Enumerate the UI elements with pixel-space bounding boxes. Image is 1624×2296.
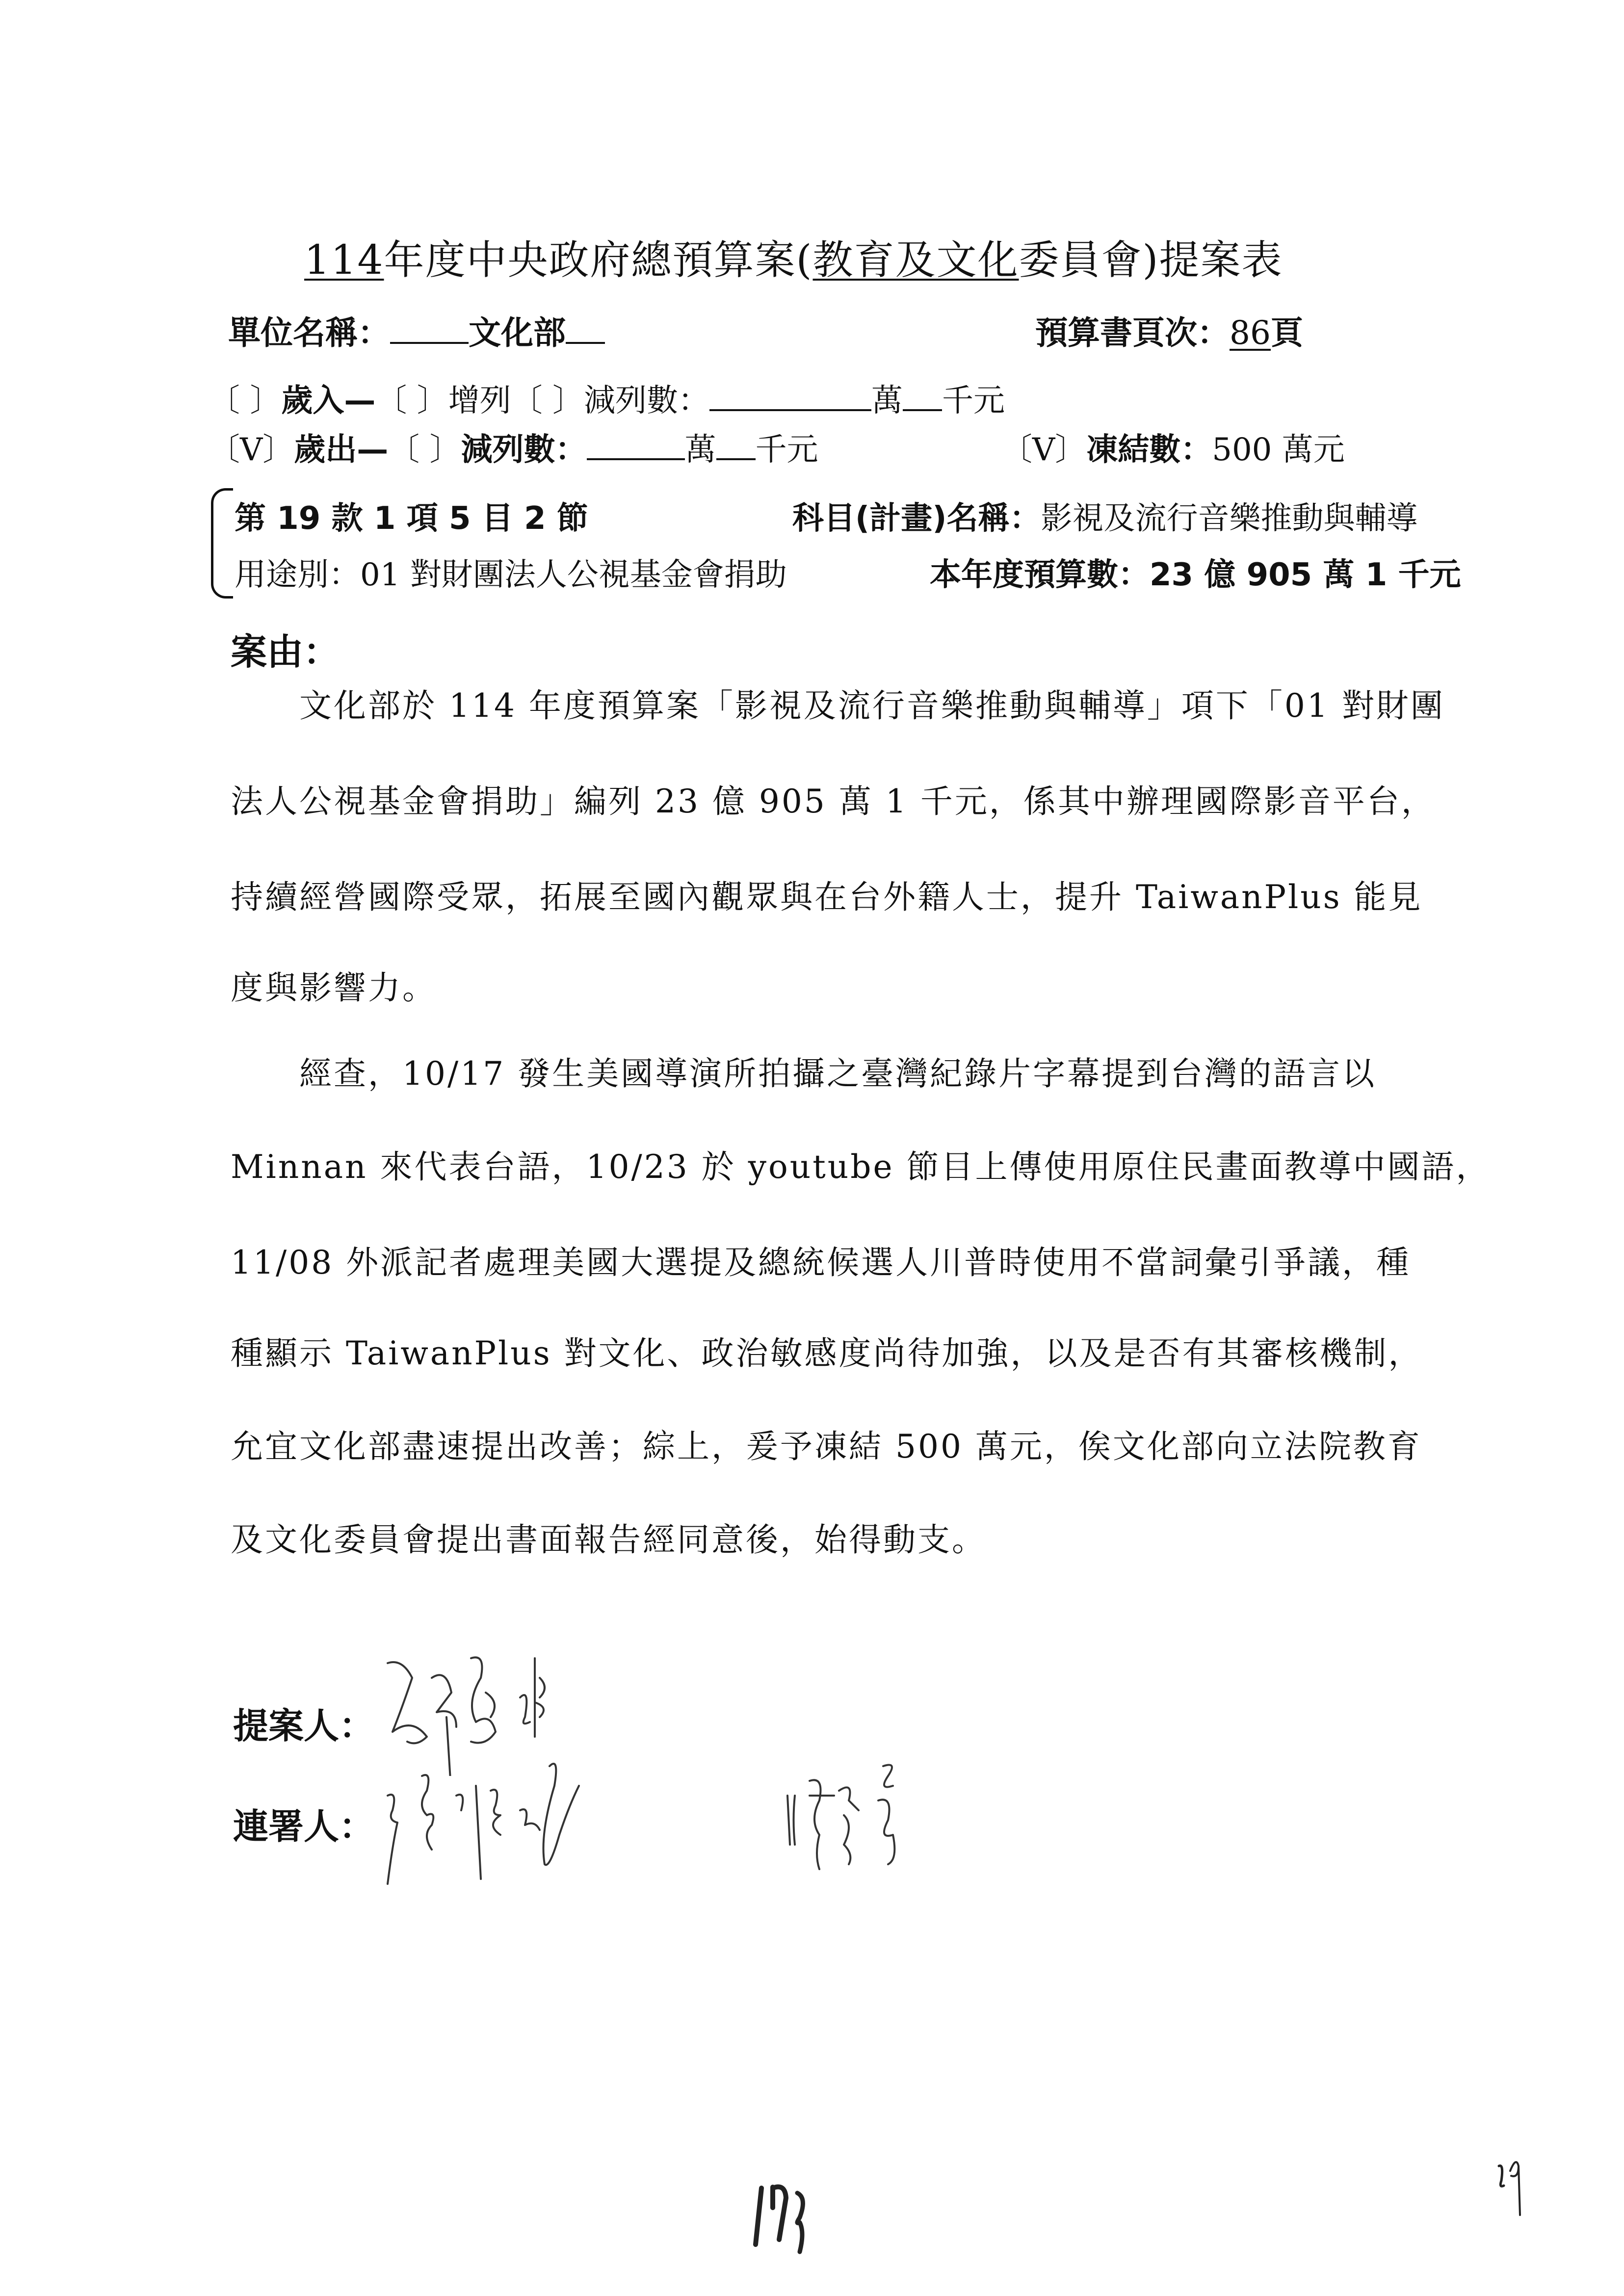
subject-value: 影視及流行音樂推動與輔導 — [1041, 500, 1418, 537]
handwritten-number-icon — [751, 2178, 839, 2262]
usage-field — [235, 549, 787, 595]
page-number-handwritten — [751, 2178, 839, 2264]
budget-label: 本年度預算數： — [930, 557, 1150, 593]
cosigner-signature-2 — [780, 1747, 927, 1886]
expenditure-wan-blank[interactable] — [587, 429, 685, 460]
freeze-checkbox[interactable]: 〔V〕 — [1001, 432, 1087, 468]
expenditure-row — [209, 424, 818, 470]
usage-value: 01 對財團法人公視基金會捐助 — [360, 557, 787, 593]
title-year: 114 — [304, 237, 384, 284]
reason-line: 允宜文化部盡速提出改善；綜上，爰予凍結 500 萬元，俟文化部向立法院教育 — [231, 1428, 1422, 1465]
reason-line: 種顯示 TaiwanPlus 對文化、政治敏感度尚待加強，以及是否有其審核機制， — [231, 1334, 1423, 1372]
revenue-decrease-checkbox[interactable]: 〔 〕 — [511, 383, 584, 419]
reason-line: 持續經營國際受眾，拓展至國內觀眾與在台外籍人士，提升 TaiwanPlus 能見 — [231, 878, 1423, 916]
unit-value: 文化部 — [469, 314, 566, 352]
subject-label: 科目(計畫)名稱： — [792, 500, 1041, 537]
budget-value: 23 億 905 萬 1 千元 — [1150, 557, 1461, 593]
handwritten-number-icon — [1496, 2151, 1526, 2220]
blank-line — [390, 313, 469, 344]
title-middle: 年度中央政府總預算案( — [384, 237, 813, 284]
revenue-qian: 千元 — [942, 383, 1005, 419]
reason-line: 11/08 外派記者處理美國大選提及總統候選人川普時使用不當詞彙引爭議，種 — [231, 1244, 1411, 1281]
unit-name-field — [228, 307, 605, 353]
revenue-checkbox[interactable]: 〔 〕 — [209, 383, 282, 419]
expenditure-qian: 千元 — [755, 432, 818, 468]
subject-field — [792, 493, 1418, 538]
page-value: 86 — [1230, 314, 1271, 352]
proposer-label: 提案人： — [233, 1705, 375, 1747]
handwritten-signature-icon — [373, 1737, 628, 1894]
freeze-label: 凍結數： — [1086, 432, 1212, 468]
unit-label: 單位名稱： — [228, 314, 390, 352]
reason-line: 及文化委員會提出書面報告經同意後，始得動支。 — [231, 1521, 986, 1559]
document-title — [304, 228, 1283, 286]
reason-heading: 案由： — [231, 631, 340, 673]
expenditure-qian-blank[interactable] — [716, 429, 756, 460]
usage-label: 用途別： — [235, 557, 360, 593]
budget-section: 第 19 款 1 項 5 目 2 節 — [235, 500, 588, 537]
cosigner-label: 連署人： — [233, 1806, 375, 1847]
page-unit: 頁 — [1270, 314, 1303, 352]
revenue-row — [209, 375, 1005, 420]
page-number-corner — [1496, 2151, 1526, 2222]
expenditure-checkbox[interactable]: 〔V〕 — [209, 432, 294, 468]
revenue-increase-checkbox[interactable]: 〔 〕 — [375, 383, 448, 419]
expenditure-decrease-label: 減列數： — [461, 432, 587, 468]
revenue-wan-blank[interactable] — [709, 380, 871, 411]
handwritten-signature-icon — [780, 1747, 927, 1884]
freeze-value: 500 萬元 — [1212, 432, 1345, 468]
title-suffix: 委員會)提案表 — [1019, 237, 1283, 284]
budget-amount-field — [930, 549, 1461, 595]
expenditure-label: 歲出— — [294, 432, 389, 468]
title-committee: 教育及文化 — [812, 237, 1019, 284]
reason-line: 文化部於 114 年度預算案「影視及流行音樂推動與輔導」項下「01 對財團 — [299, 687, 1445, 725]
revenue-wan: 萬 — [871, 383, 903, 419]
revenue-increase-label: 增列 — [448, 383, 511, 419]
expenditure-wan: 萬 — [684, 432, 716, 468]
reason-line: 度與影響力。 — [231, 969, 437, 1007]
page-label: 預算書頁次： — [1035, 314, 1230, 352]
bracket-divider — [211, 488, 233, 599]
blank-line — [566, 313, 605, 344]
budget-page-field — [1035, 307, 1303, 353]
cosigner-signature-1 — [373, 1737, 628, 1896]
revenue-qian-blank[interactable] — [903, 380, 942, 411]
reason-line: 法人公視基金會捐助」編列 23 億 905 萬 1 千元，係其中辦理國際影音平台， — [231, 783, 1436, 820]
expenditure-decrease-checkbox[interactable]: 〔 〕 — [388, 432, 461, 468]
freeze-field — [1001, 424, 1345, 470]
reason-line: 經查，10/17 發生美國導演所拍攝之臺灣紀錄片字幕提到台灣的語言以 — [299, 1055, 1377, 1093]
revenue-decrease-label: 減列數： — [584, 383, 710, 419]
revenue-label: 歲入— — [281, 383, 376, 419]
reason-line: Minnan 來代表台語，10/23 於 youtube 節目上傳使用原住民畫面教導中國語， — [231, 1148, 1491, 1186]
